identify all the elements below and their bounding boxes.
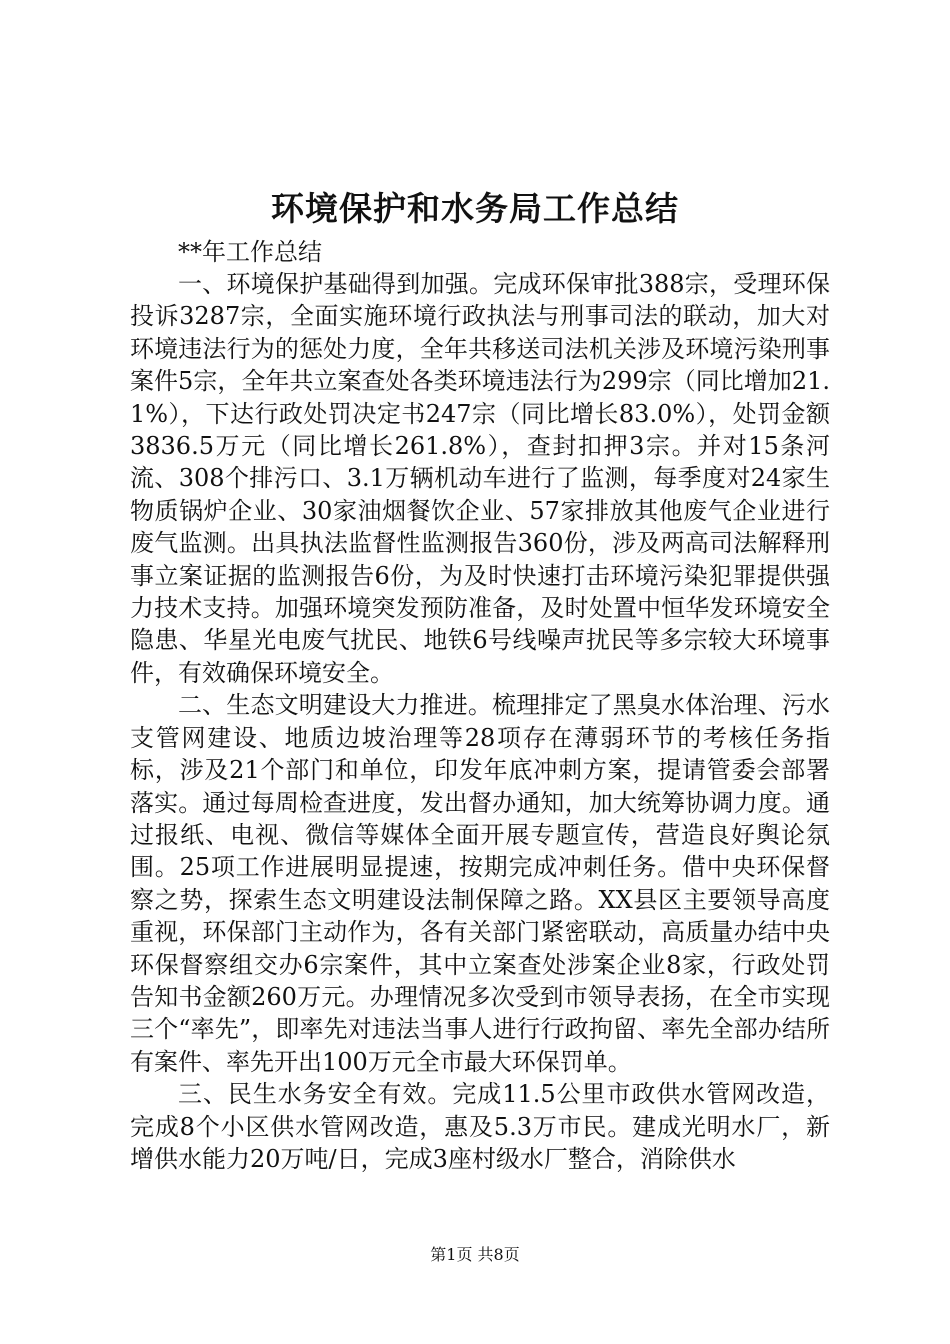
- document-subtitle: **年工作总结: [178, 238, 322, 266]
- page-number-footer: 第1页 共8页: [430, 1245, 520, 1264]
- document-title: 环境保护和水务局工作总结: [271, 189, 679, 228]
- paragraph-water-affairs: 三、民生水务安全有效。完成11.5公里市政供水管网改造，完成8个小区供水管网改造，惠及5.3万市民。建成光明水厂，新增供水能力20万吨/日，完成3座村级水厂整合，消除供水: [130, 1080, 830, 1173]
- paragraph-environmental-protection: 一、环境保护基础得到加强。完成环保审批388宗，受理环保投诉3287宗，全面实施环境行政执法与刑事司法的联动，加大对环境违法行为的惩处力度，全年共移送司法机关涉及环境污染刑事案件5宗，全年共立案查处各类环境违法行为299宗（同比增加21.1%），下达行政处罚决定书247宗（同比增长83.0%），处罚金额3836.5万元（同比增长261.8%），查封扣押3宗。并对15条河流、308个排污口、3.1万辆机动车进行了监测，每季度对24家生物质锅炉企业、30家油烟餐饮企业、57家排放其他废气企业进行废气监测。出具执法监督性监测报告360份，涉及两高司法解释刑事立案证据的监测报告6份，为及时快速打击环境污染犯罪提供强力技术支持。加强环境突发预防准备，及时处置中恒华发环境安全隐患、华星光电废气扰民、地铁6号线噪声扰民等多宗较大环境事件，有效确保环境安全。: [130, 270, 830, 687]
- document-body: [130, 236, 830, 1175]
- paragraph-ecological-civilization: 二、生态文明建设大力推进。梳理排定了黑臭水体治理、污水支管网建设、地质边坡治理等28项存在薄弱环节的考核任务指标，涉及21个部门和单位，印发年底冲刺方案，提请管委会部署落实。通过每周检查进度，发出督办通知，加大统筹协调力度。通过报纸、电视、微信等媒体全面开展专题宣传，营造良好舆论氛围。25项工作进展明显提速，按期完成冲刺任务。借中央环保督察之势，探索生态文明建设法制保障之路。XX县区主要领导高度重视，环保部门主动作为，各有关部门紧密联动，高质量办结中央环保督察组交办6宗案件，其中立案查处涉案企业8家，行政处罚告知书金额260万元。办理情况多次受到市领导表扬，在全市实现三个“率先”，即率先对违法当事人进行行政拘留、率先全部办结所有案件、率先开出100万元全市最大环保罚单。: [130, 691, 830, 1076]
